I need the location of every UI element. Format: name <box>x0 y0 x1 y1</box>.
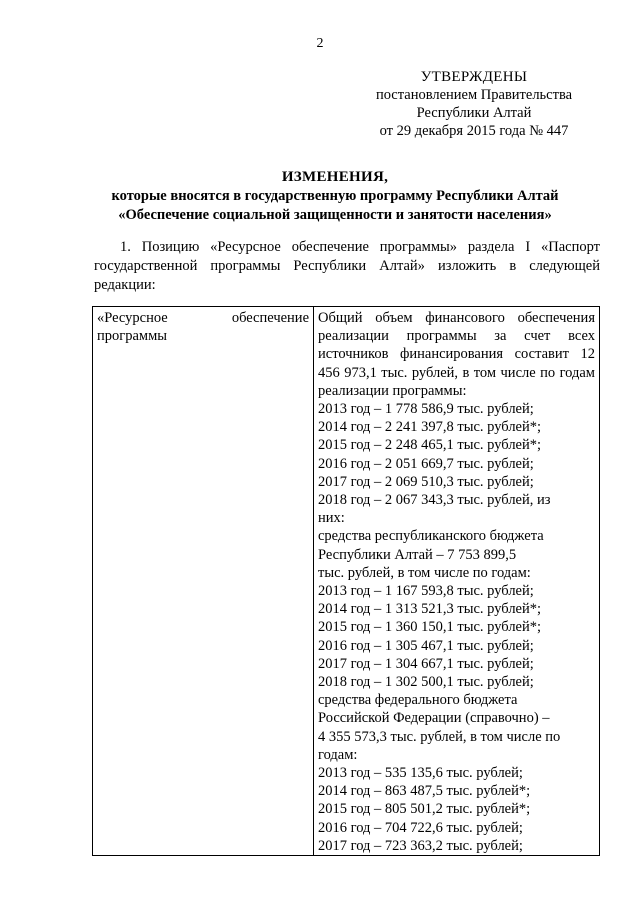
federal-year-line: 2016 год – 704 722,6 тыс. рублей; <box>318 819 523 836</box>
regional-year-line: 2015 год – 1 360 150,1 тыс. рублей*; <box>318 619 542 636</box>
approval-line: Республики Алтай <box>416 105 532 121</box>
total-year-line: 2014 год – 2 241 397,8 тыс. рублей*; <box>318 419 542 436</box>
total-funding-text: Общий объем финансового обеспечения реализации программы за счет всех источников финансирования составит 12 456 973,1 тыс. рублей, в том числе по годам реализации программы: <box>318 310 595 399</box>
federal-year-line: 2014 год – 863 487,5 тыс. рублей*; <box>318 783 531 800</box>
regional-year-line: 2017 год – 1 304 667,1 тыс. рублей; <box>318 655 534 672</box>
document-heading <box>60 168 610 225</box>
position-label-line <box>97 309 309 327</box>
approval-line: постановлением Правительства <box>375 87 573 103</box>
approval-stamp <box>364 68 584 140</box>
heading-subtitle: которые вносятся в государственную программу Республики Алтай <box>111 188 559 204</box>
regional-year-line: 2016 год – 1 305 467,1 тыс. рублей; <box>318 637 534 654</box>
regional-header-line: тыс. рублей, в том числе по годам: <box>318 564 531 581</box>
resource-table <box>92 306 600 856</box>
intro-paragraph: 1. Позицию «Ресурсное обеспечение программы» раздела I «Паспорт государственной программы Республики Алтай» изложить в следующей редакции: <box>94 239 600 293</box>
heading-title: ИЗМЕНЕНИЯ, <box>281 169 389 185</box>
regional-header-line: средства республиканского бюджета <box>318 528 544 545</box>
position-label-word: обеспечение <box>231 310 309 326</box>
federal-budget-header <box>318 691 595 764</box>
approval-line: от 29 декабря 2015 года № 447 <box>379 123 569 139</box>
total-year-line: них: <box>318 510 345 527</box>
resource-details-cell <box>314 307 600 856</box>
regional-year-line: 2013 год – 1 167 593,8 тыс. рублей; <box>318 583 534 600</box>
total-year-line: 2018 год – 2 067 343,3 тыс. рублей, из <box>318 492 551 509</box>
approval-title: УТВЕРЖДЕНЫ <box>420 69 528 85</box>
federal-year-line: 2013 год – 535 135,6 тыс. рублей; <box>318 765 523 782</box>
federal-header-line: 4 355 573,3 тыс. рублей, в том числе по <box>318 728 561 745</box>
heading-program-name: «Обеспечение социальной защищенности и занятости населения» <box>118 207 552 223</box>
federal-header-line: годам: <box>318 746 358 763</box>
federal-year-line: 2015 год – 805 501,2 тыс. рублей*; <box>318 801 531 818</box>
total-years-list <box>318 400 595 527</box>
page-number: 2 <box>316 36 324 51</box>
regional-years-list <box>318 582 595 691</box>
position-label-word: программы <box>97 328 167 345</box>
position-label-cell <box>93 307 314 856</box>
table-row <box>93 307 600 856</box>
federal-header-line: Российской Федерации (справочно) – <box>318 710 550 727</box>
regional-budget-header <box>318 527 595 582</box>
regional-year-line: 2018 год – 1 302 500,1 тыс. рублей; <box>318 674 534 691</box>
total-year-line: 2015 год – 2 248 465,1 тыс. рублей*; <box>318 437 542 454</box>
federal-header-line: средства федерального бюджета <box>318 692 518 709</box>
total-year-line: 2017 год – 2 069 510,3 тыс. рублей; <box>318 473 534 490</box>
federal-years-list <box>318 764 595 855</box>
regional-year-line: 2014 год – 1 313 521,3 тыс. рублей*; <box>318 601 542 618</box>
regional-header-line: Республики Алтай – 7 753 899,5 <box>318 546 517 563</box>
federal-year-line: 2017 год – 723 363,2 тыс. рублей; <box>318 837 523 854</box>
total-year-line: 2016 год – 2 051 669,7 тыс. рублей; <box>318 455 534 472</box>
total-year-line: 2013 год – 1 778 586,9 тыс. рублей; <box>318 401 534 418</box>
position-label-word: «Ресурсное <box>97 310 168 326</box>
